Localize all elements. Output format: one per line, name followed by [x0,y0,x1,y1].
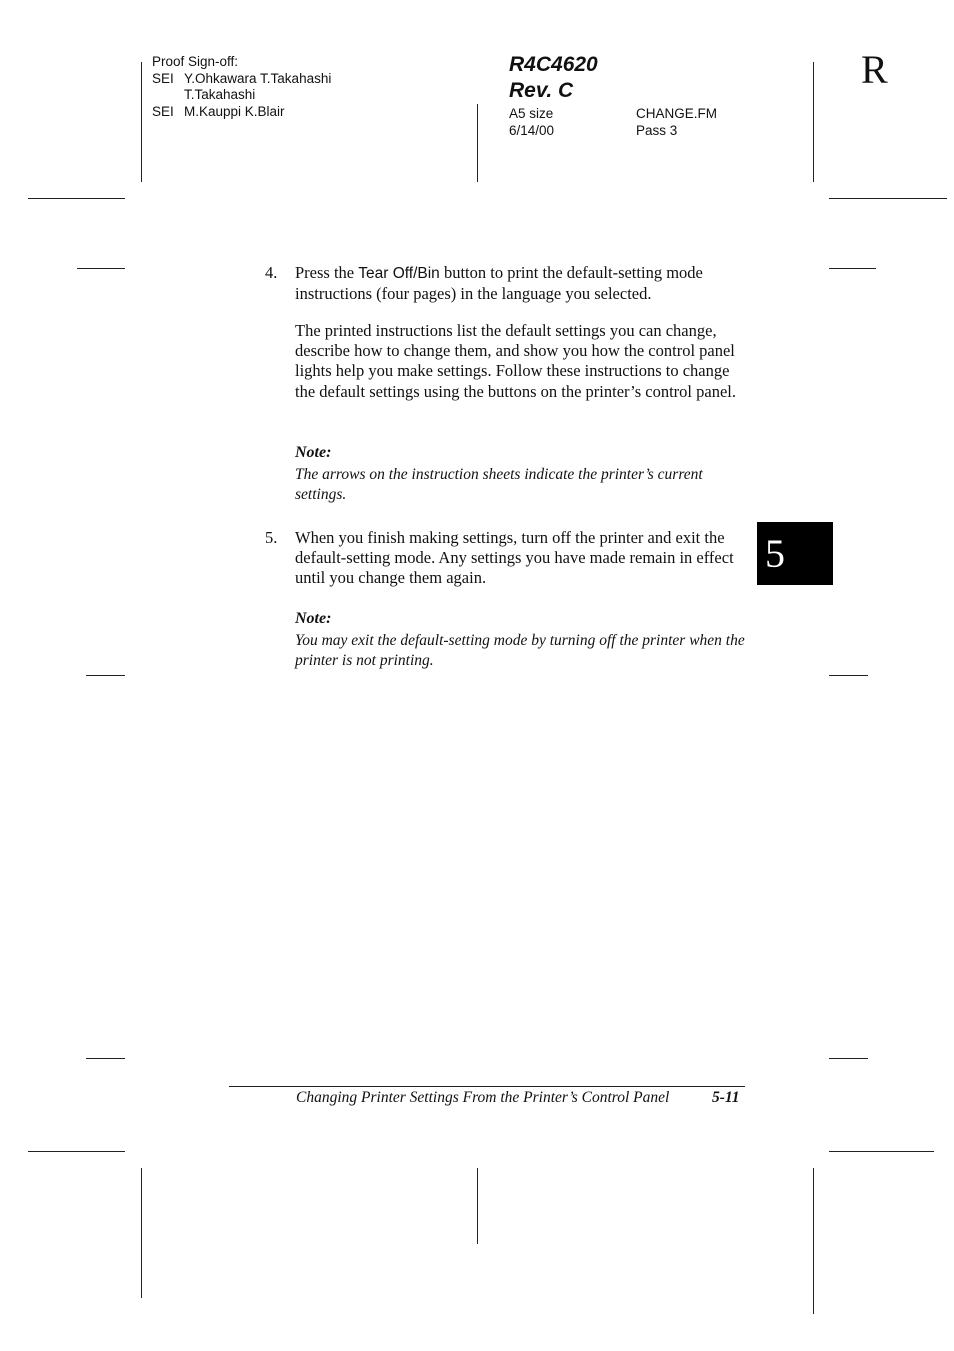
crop-mark [477,1168,478,1244]
date: 6/14/00 [509,122,555,138]
step-text: When you finish making settings, turn off the printer and exit the default-setting mode. Any settings you have made remain in effect until you change them again. [295,528,734,588]
proof-signoff [152,54,331,120]
button-name-tear-off-bin: Tear Off/Bin [358,265,440,282]
proof-tag: SEI [152,70,174,86]
step-text-before: Press the [295,263,359,282]
page-size: A5 size [509,106,554,121]
crop-mark [141,1168,142,1298]
note-title: Note: [295,610,332,627]
note-title: Note: [295,444,332,461]
footer-title: Changing Printer Settings From the Printer’s Control Panel [296,1089,670,1106]
crop-mark [477,104,478,182]
step-text [295,263,750,304]
proof-names: Y.Ohkawara T.Takahashi [184,70,332,86]
proof-row [152,71,331,88]
chapter-tab: 5 [757,522,833,585]
proof-row [152,87,331,104]
step-number: 4. [265,263,278,282]
crop-mark [813,62,814,182]
crop-mark [28,1151,125,1152]
revision: Rev. C [509,79,574,102]
crop-mark [829,268,876,269]
crop-mark [28,198,125,199]
crop-mark [829,1151,934,1152]
proof-names: T.Takahashi [184,87,256,102]
crop-mark [86,1058,125,1059]
crop-mark [829,675,868,676]
step-paragraph: The printed instructions list the default settings you can change, describe how to change them, and show you how the control panel lights help you make settings. Follow these instructions to change the default settings using the buttons on the printer’s control panel. [295,321,736,401]
page-number: 5-11 [712,1089,740,1106]
crop-mark [813,1168,814,1314]
model-number: R4C4620 [509,53,598,76]
footer-rule [229,1086,745,1087]
note-text: The arrows on the instruction sheets indicate the printer’s current settings. [295,466,703,504]
proof-row [152,104,331,121]
step-number: 5. [265,528,278,547]
proof-title: Proof Sign-off: [152,54,239,69]
pass: Pass 3 [636,122,678,138]
crop-mark [829,1058,868,1059]
crop-mark [86,675,125,676]
crop-mark [77,268,125,269]
crop-mark [829,198,947,199]
crop-mark [141,62,142,182]
corner-letter: R [861,47,888,92]
file-name: CHANGE.FM [636,106,717,121]
step-text-after: button to print the default-setting mode instructions (four pages) in the language you selected. [295,263,703,304]
proof-names: M.Kauppi K.Blair [184,103,285,119]
note-text: You may exit the default-setting mode by turning off the printer when the printer is not printing. [295,632,745,670]
proof-tag: SEI [152,103,174,119]
model-block [509,52,598,104]
